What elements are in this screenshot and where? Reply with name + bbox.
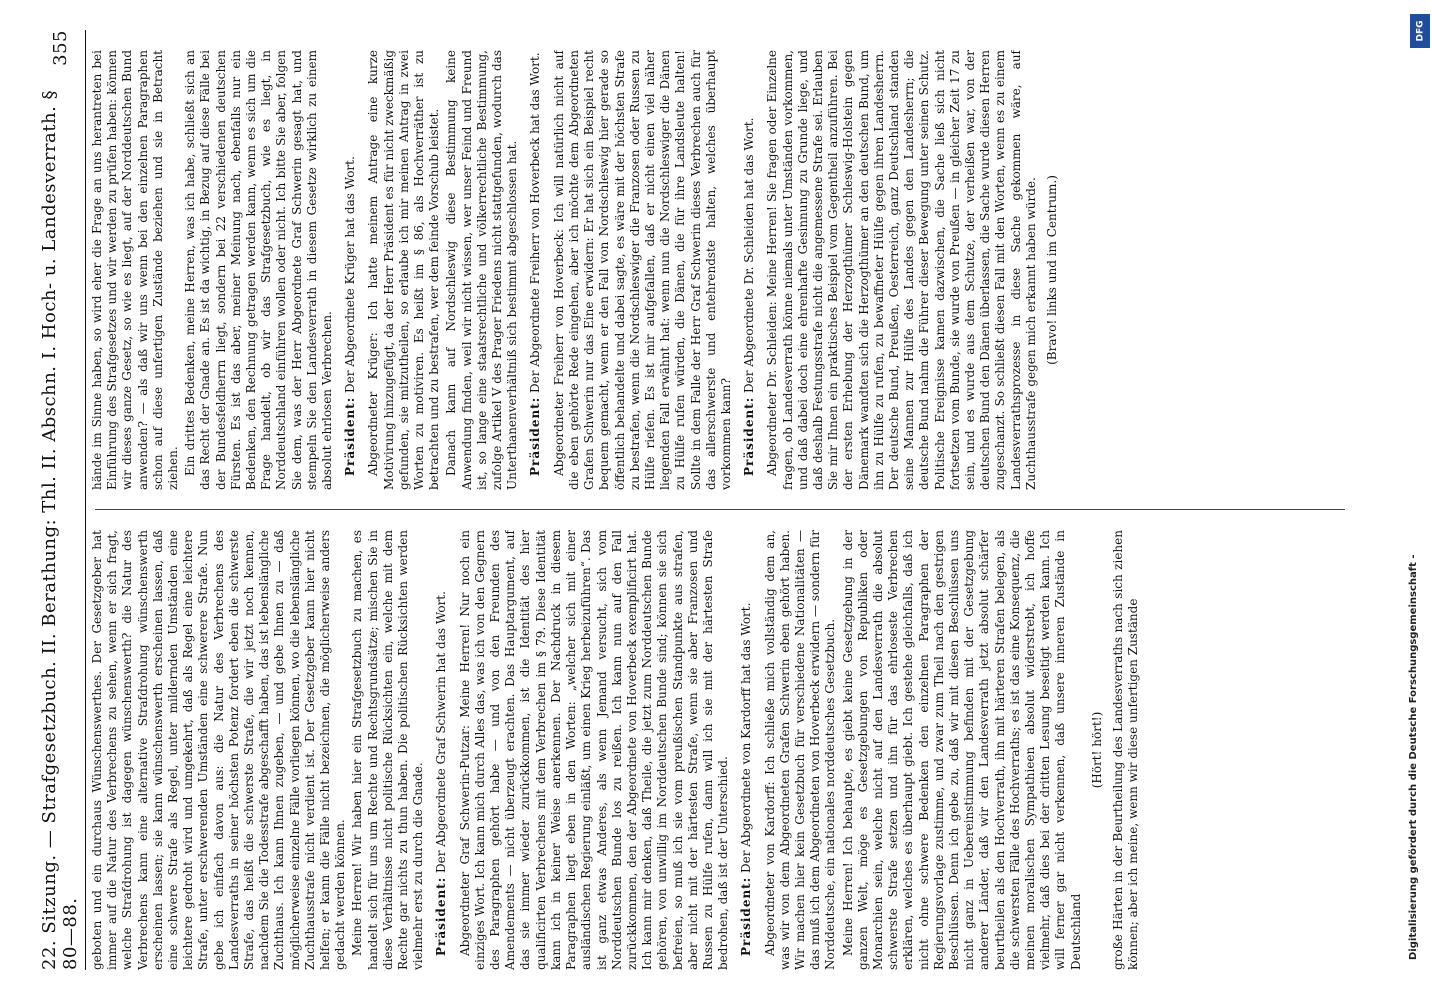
left-column [90, 530, 1360, 970]
speaker-label: Präsident: [528, 396, 543, 476]
paragraph: große Härten in der Beurtheilung des Landesverraths nach sich ziehen können; aber ich meine, wenn wir diese unfertigen Zustände [1111, 530, 1141, 970]
speaker-label: Präsident: [343, 396, 358, 476]
president-line [343, 50, 358, 490]
running-header [40, 30, 80, 970]
paragraph: Abgeordneter Dr. Schleiden: Meine Herren! Sie fragen oder Einzelne fragen, ob Landesverrath könne niemals unter Umständen vorkommen, und daß dabei doch eine ehrenhafte Gesinnung zu Grunde liege, und daß deshalb Festungsstrafe nicht die angemessene Strafe sei. Erlauben Sie mir Ihnen ein praktisches Beispiel vom Gegentheil anzuführen. Bei der ersten Erhebung der Herzogthümer Schleswig-Holstein gegen Dänemark wandten sich die Herzogthümer an den deutschen Bund, um ihn zu Hülfe zu rufen, zu bewaffneter Hülfe gegen ihren Landesherrn. Der deutsche Bund, Preußen, Oesterreich, ganz Deutschland standen seine Mannen zur Hülfe des Landes gegen den Landesherrn; die deutsche Bund nahm die Führer dieser Bewegung unter seinen Schutz. Politische Ereignisse kamen dazwischen, die Sache ließ sich nicht fortsetzen vom Bunde, sie wurde von Preußen — in gleicher Zeit 17 zu sein, und es wurde aus dem Schutze, der verheißen war, von der deutschen Bund den Dänen überlassen, die Sache wurde diesen Herren zugeschanzt. So schließt diesen Fall mit den Worten, wenn es zu einem Landesverrathsprozesse in diese Sache gekommen wäre, auf Zuchthausstrafe gegen mich erkannt haben würde. [765, 50, 1038, 490]
interjection: (Bravo! links und im Centrum.) [1044, 175, 1059, 365]
speaker-label: Präsident: [742, 396, 757, 476]
paragraph: Abgeordneter Graf Schwerin-Putzar: Meine Herren! Nur noch ein einziges Wort. Ich kann mich durch Alles das, was ich von den Gegnern des Paragraphen gehört habe — und von den Freunden des Amendements — nicht überzeugt erachten. Das Hauptargument, auf das sie immer wieder zurückkommen, ist die Identität des hier qualificirten Verbrechens mit dem Verbrechen im § 79. Diese Identität kann ich in keiner Weise anerkennen. Der Nachdruck in diesem Paragraphen liegt eben in den Worten: „welcher sich mit einer ausländischen Regierung einläßt, um einen Krieg herbeizuführen“. Das ist ganz etwas Anderes, als wenn Jemand versucht, sich vom Norddeutschen Bunde los zu reißen. Ich kann nun auf den Fall zurückkommen, den der Abgeordnete von Hoverbeck exemplificirt hat. Ich kann mir denken, daß Theile, die jetzt zum Norddeutschen Bunde gehören, von unwillig im Norddeutschen Bunde sind; können sie sich befreien, so muß ich sie vom preußischen Standpunkte aus strafen, aber nicht mit der härtesten Strafe, wenn sie aber Franzosen und Russen zu Hülfe rufen, dann will ich sie mit der härtesten Strafe bedrohen, daß ist der Unterschied. [457, 530, 731, 970]
president-text: Der Abgeordnete Dr. Schleiden hat das Wort. [742, 117, 757, 397]
paragraph: Meine Herren! Ich behaupte, es giebt keine Gesetzgebung in der ganzen Welt, möge es Gesetzgebungen von Republiken oder Monarchien sein, welche nicht auf den Landesverrath die absolut schwerste Strafe setzen und ihn für das ehrloseste Verbrechen erklären, welches es überhaupt giebt. Ich gestehe gleichfalls, daß ich nicht ohne schwere Bedenken den einzelnen Paragraphen der Regierungsvorlage zustimme, und zwar zum Theil nach den gestrigen Beschlüssen. Denn ich gebe zu, daß wir mit diesen Beschlüssen uns nicht ganz in Uebereinstimmung befinden mit der Gesetzgebung anderer Länder, daß wir den Landesverrath jetzt absolut schärfer beurtheilen als den Hochverrath, ihn mit härteren Strafen belegen, als die schwersten Fälle des Hochverraths; es ist das eine Konsequenz, die meinen moralischen Sympathieen absolut widerstrebt, ich hoffe vielmehr, daß dies bei der dritten Lesung beseitigt werden kann. Ich will ferner gar nicht verkennen, daß unsere inneren Zustände in Deutschland [840, 530, 1083, 970]
dfg-credit-text: Digitalisierung gefördert durch die Deutsche Forschungsgemeinschaft - [1408, 554, 1419, 960]
paragraph: Abgeordneter von Kardorff: Ich schließe mich vollständig dem an, was wir von dem Abgeordneten Grafen Schwerin eben gehört haben. Wir machen hier kein Gesetzbuch für verschiedene Nationalitäten — das muß ich dem Abgeordneten von Hoverbeck erwidern — sondern für Norddeutsche, ein nationales norddeutsches Gesetzbuch. [762, 530, 838, 970]
president-line [739, 530, 754, 970]
paragraph: Ein drittes Bedenken, meine Herren, was ich habe, schließt sich an das Recht der Gnade an. Es ist da wichtig, in Bezug auf diese Fälle bei der Bundesfeldherrn liegt, sondern bei 22 verschiedenen deutschen Fürsten. Es ist das aber, meiner Meinung nach, ebenfalls nur ein Bedenken, den Rechnung getragen werden kann, wenn es sich um die Frage handelt, ob wir das Strafgesetzbuch, wie es liegt, in Norddeutschland einführen wollen oder nicht. Ich bitte Sie aber, folgen Sie dem, was der Herr Abgeordnete Graf Schwerin gesagt hat, und stempeln Sie den Landesverrath in diesem Gesetze wirklich zu einem absolut ehrlosen Verbrechen. [183, 50, 335, 490]
dfg-logo-text: DFG [1415, 20, 1426, 42]
president-text: Der Abgeordnete Graf Schwerin hat das Wort. [434, 591, 449, 877]
column-divider [95, 509, 1345, 510]
interjection: (Hört! hört!) [1089, 711, 1104, 789]
dfg-logo [1410, 14, 1430, 48]
paragraph: geboten und ein durchaus Wünschenswerthes. Der Gesetzgeber hat immer auf die Natur des Verbrechens zu sehen, wenn er sich fragt, welche Strafdrohung ist dagegen wünschenswerth? die Natur des Verbrechens kann eine alternative Strafdrohung wünschenswerth erscheinen lassen; sie kann wünschenswerth erscheinen lassen, daß eine schwere Strafe als Regel, unter mildernden Umständen eine leichtere gedroht wird und umgekehrt, daß als Regel eine leichtere Strafe, unter erschwerenden Umständen eine schwerere Strafe. Nun gebe ich einfach davon aus: die Natur des Verbrechens des Landesverraths in seiner höchsten Potenz fordert eben die schwerste Strafe, das heißt die schwerste Strafe, die wir jetzt noch kennen, nachdem Sie die Todesstrafe abgeschafft haben, das ist lebenslängliche Zuchthaus. Ich kann Ihnen zugeben, — und gebe Ihnen zu — daß möglicherweise einzelne Fälle vorliegen können, wo die lebenslängliche Zuchthausstrafe nicht verdient ist. Der Gesetzgeber kann hier nicht helfen; er kann die Fälle nicht bezeichnen, die möglicherweise anders gedacht werden können. [90, 530, 348, 970]
president-line [434, 530, 449, 970]
header-rule [85, 30, 86, 970]
speaker-label: Präsident: [434, 876, 449, 956]
paragraph: Meine Herren! Wir haben hier ein Strafgesetzbuch zu machen, es handelt sich für uns um Rechte und Rechtsgrundsätze; mischen Sie in diese Verhältnisse nicht politische Rücksichten ein, welche mit dem Rechte gar nichts zu thun haben. Die politischen Rücksichten werden vielmehr erst zu durch die Gnade. [350, 530, 426, 970]
president-line [528, 50, 543, 490]
paragraph: Danach kann auf Nordschleswig diese Bestimmung keine Anwendung finden, weil wir nicht wissen, wer unser Feind und Freund ist, so lange eine staatsrechtliche und völkerrechtliche Bestimmung, zufolge Artikel V des Prager Friedens nicht stattgefunden, wodurch das Unterthanenverhältniß sich bestimmt abgeschlossen hat. [444, 50, 520, 490]
paragraph: Abgeordneter Freiherr von Hoverbeck: Ich will natürlich nicht auf die eben gehörte Rede eingehen, aber ich möchte dem Abgeordneten Grafen Schwerin nur das Eine erwidern: Er hat sich ein Beispiel recht bequem gemacht, wenn er den Fall von Nordschleswig hier gerade so öffentlich behandelte und dabei sagte, es wäre mit der höchsten Strafe zu bestrafen, wenn die Nordschleswiger die Franzosen oder Russen zu Hülfe riefen. Es ist mir aufgefallen, daß er nicht einen viel näher liegenden Fall erwähnt hat: wenn nun die Nordschleswiger die Dänen zu Hülfe rufen würden, die Dänen, die für ihre Landsleute halten! Sollte in dem Falle der Herr Graf Schwerin dieses Verbrechen auch für das allerschwerste und entehrendste halten, welches überhaupt vorkommen kann? [551, 50, 733, 490]
paragraph: Abgeordneter Krüger: Ich hatte meinem Antrage eine kurze Motivirung hinzugefügt, da der Herr Präsident es für nicht zweckmäßig gefunden, sie mitzutheilen, so erlaube ich mir meinen Antrag in zwei Worten zu motiviren. Es heißt im § 86, als Hochverräther ist zu betrachten und zu bestrafen, wer dem feinde Vorschub leistet. [366, 50, 442, 490]
header-title: 22. Sitzung. — Strafgesetzbuch. II. Berathung: Thl. II. Abschn. I. Hoch- u. Landesverrath. § 80—88. [39, 89, 81, 970]
president-text: Der Abgeordnete von Kardorff hat das Wort. [739, 602, 754, 877]
dfg-sidebar [1404, 0, 1432, 1000]
page-number: 355 [49, 30, 71, 66]
speaker-label: Präsident: [739, 876, 754, 956]
president-line [742, 50, 757, 490]
president-text: Der Abgeordnete Krüger hat das Wort. [343, 156, 358, 397]
president-text: Der Abgeordnete Freiherr von Hoverbeck hat das Wort. [528, 52, 543, 397]
document-page [40, 30, 1370, 970]
paragraph: hände im Sinne haben, so wird eher die Frage an uns herantreten bei Einführung des Strafgesetzes und wir werden zu prüfen haben: können wir dieses ganze Gesetz, so wie es liegt, auf der Norddeutschen Bund anwenden? — als daß wir uns wenn bei den einzelnen Paragraphen schon auf diese unfertigen Zustände beziehen und sie in Betracht ziehen. [90, 50, 181, 490]
right-column [90, 50, 1360, 490]
